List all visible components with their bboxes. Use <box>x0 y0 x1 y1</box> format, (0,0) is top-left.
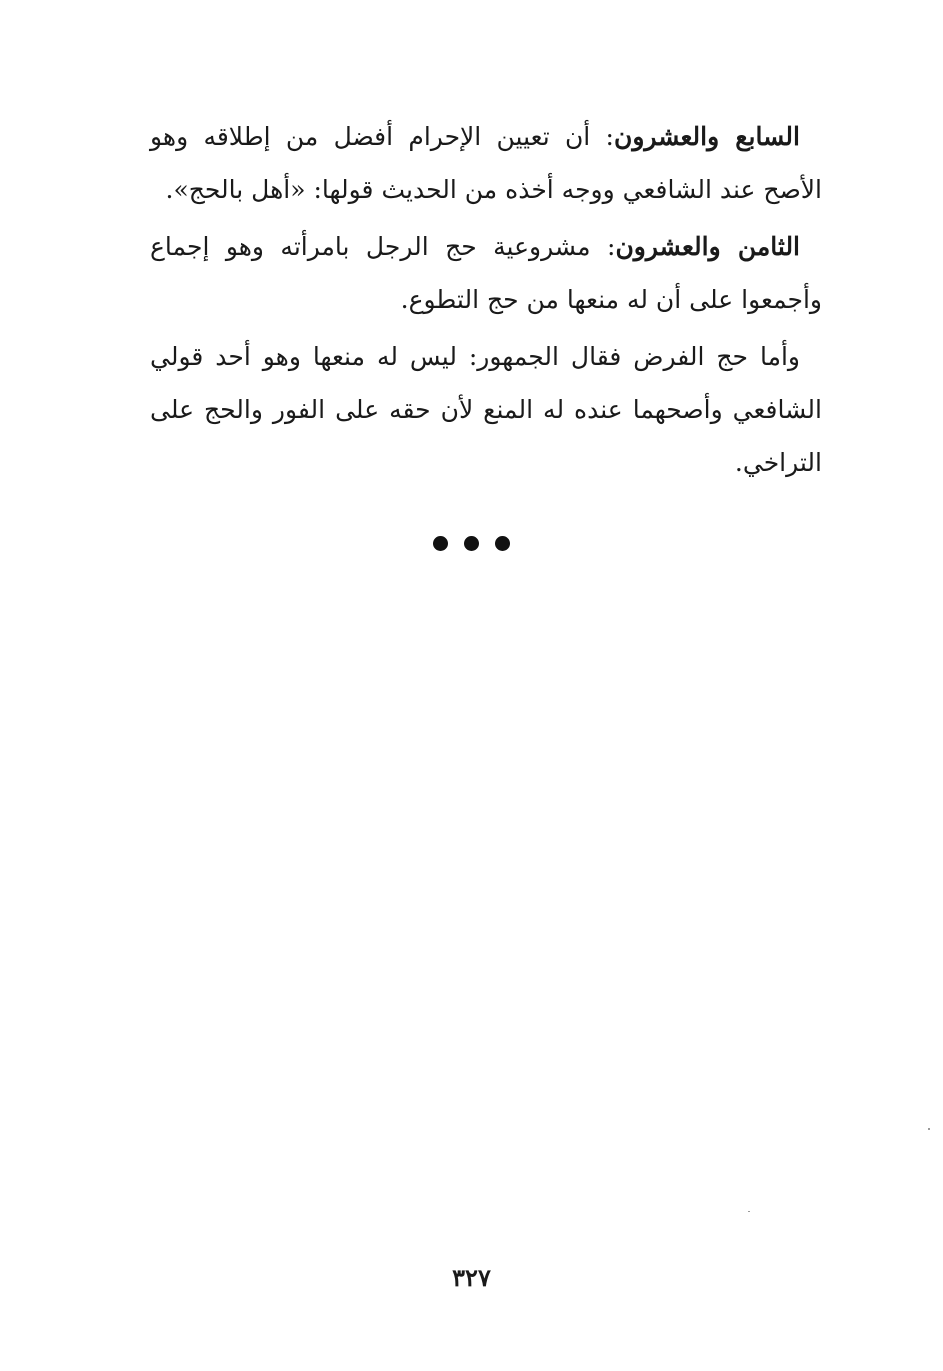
paragraph-28 <box>150 220 822 326</box>
separator-dot <box>495 536 510 551</box>
paragraph-27 <box>150 110 822 216</box>
paragraph-obligatory-hajj <box>150 330 822 489</box>
paragraph-text: : أن تعيين الإحرام أفضل من إطلاقه وهو الأصح عند الشافعي ووجه أخذه من الحديث قولها: «أهل بالحج». <box>150 122 822 204</box>
separator-dot <box>433 536 448 551</box>
separator-dot <box>464 536 479 551</box>
paragraph-heading: السابع والعشرون <box>613 122 800 151</box>
paragraph-text: : مشروعية حج الرجل بامرأته وهو إجماع وأجمعوا على أن له منعها من حج التطوع. <box>150 232 822 314</box>
section-separator <box>0 536 943 551</box>
page-number: ٣٢٧ <box>452 1263 491 1292</box>
text-body <box>150 110 822 493</box>
scan-speck <box>928 1128 930 1130</box>
paragraph-text: وأما حج الفرض فقال الجمهور: ليس له منعها وهو أحد قولي الشافعي وأصحهما عنده له المنع لأن حقه على الفور والحج على التراخي. <box>150 342 822 477</box>
scan-speck <box>748 1211 750 1212</box>
paragraph-heading: الثامن والعشرون <box>615 232 801 261</box>
